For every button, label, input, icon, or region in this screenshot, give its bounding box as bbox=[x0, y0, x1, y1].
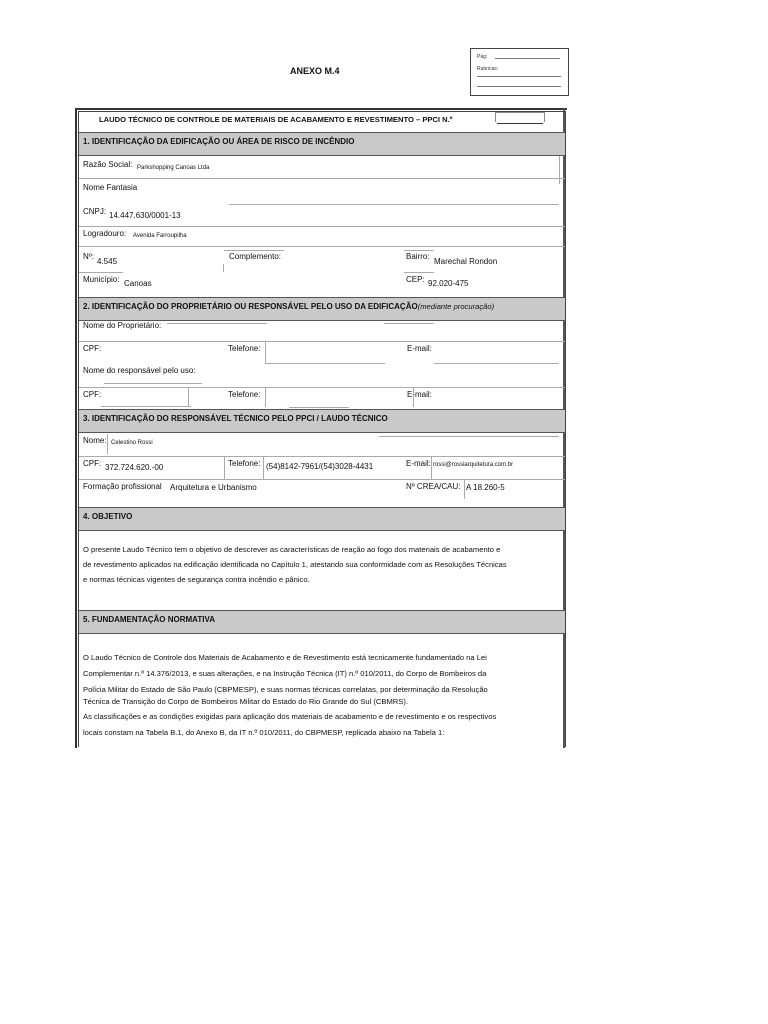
user-email-tick bbox=[413, 387, 414, 407]
section4-line: de revestimento aplicados na edificação identificada no Capítulo 1, atestando sua conformidade com as Resoluções Técnicas bbox=[83, 560, 507, 569]
user-email-label: E-mail: bbox=[407, 390, 432, 399]
ppci-number-line bbox=[497, 123, 543, 124]
owner-telefone-tick bbox=[265, 341, 266, 363]
logradouro-divider bbox=[79, 246, 565, 247]
municipio-line bbox=[79, 272, 123, 273]
owner-cpf-label: CPF: bbox=[83, 344, 102, 353]
section3-header bbox=[79, 409, 565, 433]
form-top-border bbox=[75, 108, 567, 110]
cep-value[interactable]: 92.020-475 bbox=[428, 279, 469, 288]
user-cpf-tick bbox=[188, 387, 189, 407]
razao-social-value[interactable]: Parkshopping Canoas Ltda bbox=[137, 165, 210, 171]
rt-nome-value[interactable]: Celestino Rossi bbox=[111, 440, 153, 446]
rt-nome-line bbox=[379, 436, 559, 437]
form-title-text: LAUDO TÉCNICO DE CONTROLE DE MATERIAIS DE ACABAMENTO E REVESTIMENTO – PPCI N.º bbox=[99, 115, 453, 124]
section5-line: Polícia Militar do Estado de São Paulo (CBPMESP), e suas normas técnicas correlatas, por determinação da Resolução bbox=[83, 685, 488, 694]
owner-telefone-line bbox=[265, 363, 385, 364]
formacao-topline bbox=[79, 479, 565, 480]
bairro-label: Bairro: bbox=[406, 252, 430, 261]
rt-email-value[interactable]: rossi@rossiarquitetura.com.br bbox=[433, 462, 514, 468]
bairro-value[interactable]: Marechal Rondon bbox=[434, 257, 498, 266]
rt-telefone-label: Telefone: bbox=[228, 459, 261, 468]
rt-cpf-topline bbox=[79, 456, 565, 457]
section1-right-tick bbox=[559, 156, 560, 184]
user-cpf-line bbox=[101, 406, 191, 407]
owner-email-line bbox=[434, 363, 559, 364]
section4-line: e normas técnicas vigentes de segurança contra incêndio e pânico. bbox=[83, 575, 310, 584]
complemento-label: Complemento: bbox=[229, 252, 282, 261]
laudo-form bbox=[78, 111, 566, 747]
section3-top-line bbox=[289, 407, 349, 408]
logradouro-value[interactable]: Avenida Farroupilha bbox=[133, 233, 187, 239]
user-cpf-label: CPF: bbox=[83, 390, 102, 399]
municipio-label: Município: bbox=[83, 275, 120, 284]
numero-label: Nº: bbox=[83, 252, 94, 261]
crea-label: Nº CREA/CAU: bbox=[406, 482, 461, 491]
section2-header bbox=[79, 297, 565, 321]
rt-telefone-tick bbox=[224, 457, 225, 479]
formacao-label: Formação profissional bbox=[83, 482, 162, 491]
complemento-line bbox=[224, 250, 284, 251]
owner-telefone-label: Telefone: bbox=[228, 344, 261, 353]
user-telefone-label: Telefone: bbox=[228, 390, 261, 399]
rt-cpf-value[interactable]: 372.724.620.-00 bbox=[105, 463, 164, 472]
ppci-number-box[interactable] bbox=[495, 112, 545, 122]
municipio-value[interactable]: Canoas bbox=[124, 279, 152, 288]
rt-email-label: E-mail: bbox=[406, 459, 431, 468]
section5-line: Complementar n.º 14.376/2013, e suas alterações, e na Instrução Técnica (IT) n.º 010/2011, do Corpo de Bombeiros da bbox=[83, 669, 487, 678]
proprietario-line bbox=[167, 323, 267, 324]
proprietario-label: Nome do Proprietário: bbox=[83, 321, 162, 330]
nome-fantasia-label: Nome Fantasia bbox=[83, 183, 138, 192]
razao-divider bbox=[79, 178, 565, 179]
formacao-value[interactable]: Arquitetura e Urbanismo bbox=[170, 483, 257, 492]
section1-title: 1. IDENTIFICAÇÃO DA EDIFICAÇÃO OU ÁREA DE RISCO DE INCÊNDIO bbox=[83, 137, 355, 146]
logradouro-label: Logradouro: bbox=[83, 229, 127, 238]
section4-title: 4. OBJETIVO bbox=[83, 512, 133, 521]
rubricas-line-1 bbox=[477, 76, 561, 77]
bairro-line bbox=[404, 250, 434, 251]
rt-telefone-value[interactable]: (54)8142-7961/(54)3028-4431 bbox=[266, 462, 374, 471]
section2-note: (mediante procuração) bbox=[417, 302, 495, 311]
page-label: Pág: bbox=[477, 54, 488, 60]
crea-tick bbox=[464, 479, 465, 499]
section5-line: locais constam na Tabela B.1, do Anexo B, da IT n.º 010/2011, do CBPMESP, replicada abaixo na Tabela 1: bbox=[83, 728, 445, 737]
section4-header bbox=[79, 507, 565, 531]
section5-line: As classificações e as condições exigidas para aplicação dos materiais de acabamento e de revestimento e os respectivos bbox=[83, 712, 497, 721]
section5-title: 5. FUNDAMENTAÇÃO NORMATIVA bbox=[83, 615, 215, 624]
section5-line: O Laudo Técnico de Controle dos Materiais de Acabamento e de Revestimento está tecnicamente fundamentado na Lei bbox=[83, 653, 487, 662]
annex-title: ANEXO M.4 bbox=[290, 66, 340, 76]
razao-social-label: Razão Social: bbox=[83, 160, 133, 169]
section5-text bbox=[83, 650, 561, 741]
user-cpf-topline bbox=[79, 387, 565, 388]
section3-title: 3. IDENTIFICAÇÃO DO RESPONSÁVEL TÉCNICO PELO PPCI / LAUDO TÉCNICO bbox=[83, 414, 388, 423]
complemento-tick bbox=[223, 264, 224, 272]
cnpj-label: CNPJ: bbox=[83, 207, 107, 216]
rt-nome-tick bbox=[107, 434, 108, 454]
cep-line bbox=[404, 272, 434, 273]
numero-value[interactable]: 4.545 bbox=[97, 257, 118, 266]
section2-title-text: 2. IDENTIFICAÇÃO DO PROPRIETÁRIO OU RESPONSÁVEL PELO USO DA EDIFICAÇÃO bbox=[83, 302, 418, 311]
proprietario-line-2 bbox=[384, 323, 434, 324]
page-line bbox=[495, 58, 560, 59]
cnpj-value[interactable]: 14.447.630/0001-13 bbox=[109, 211, 181, 220]
fantasia-line bbox=[229, 204, 559, 205]
rt-telefone-tick-2 bbox=[263, 457, 264, 479]
form-title bbox=[99, 115, 453, 124]
page-rubric-box bbox=[470, 48, 569, 96]
responsavel-line bbox=[104, 383, 202, 384]
cep-label: CEP: bbox=[406, 275, 425, 284]
rt-email-tick bbox=[431, 457, 432, 479]
owner-cpf-topline bbox=[79, 341, 565, 342]
section5-header bbox=[79, 610, 565, 634]
rt-cpf-label: CPF: bbox=[83, 459, 102, 468]
rt-nome-label: Nome: bbox=[83, 436, 107, 445]
form-left-border bbox=[75, 108, 77, 748]
section1-header bbox=[79, 132, 565, 156]
section2-title bbox=[83, 302, 494, 311]
rubricas-label: Rubricas: bbox=[477, 66, 499, 72]
owner-email-label: E-mail: bbox=[407, 344, 432, 353]
crea-value[interactable]: A 18.260-5 bbox=[466, 483, 505, 492]
responsavel-label: Nome do responsável pelo uso: bbox=[83, 366, 196, 375]
section5-line: Técnica de Transição do Corpo de Bombeiros Militar do Estado do Rio Grande do Sul (CBMRS). bbox=[83, 697, 408, 706]
section4-line: O presente Laudo Técnico tem o objetivo de descrever as características de reação ao fogo dos materiais de acabamento e bbox=[83, 545, 501, 554]
user-telefone-tick bbox=[265, 387, 266, 407]
section4-text bbox=[83, 542, 561, 587]
rubricas-line-2 bbox=[477, 86, 561, 87]
cnpj-divider bbox=[79, 226, 565, 227]
